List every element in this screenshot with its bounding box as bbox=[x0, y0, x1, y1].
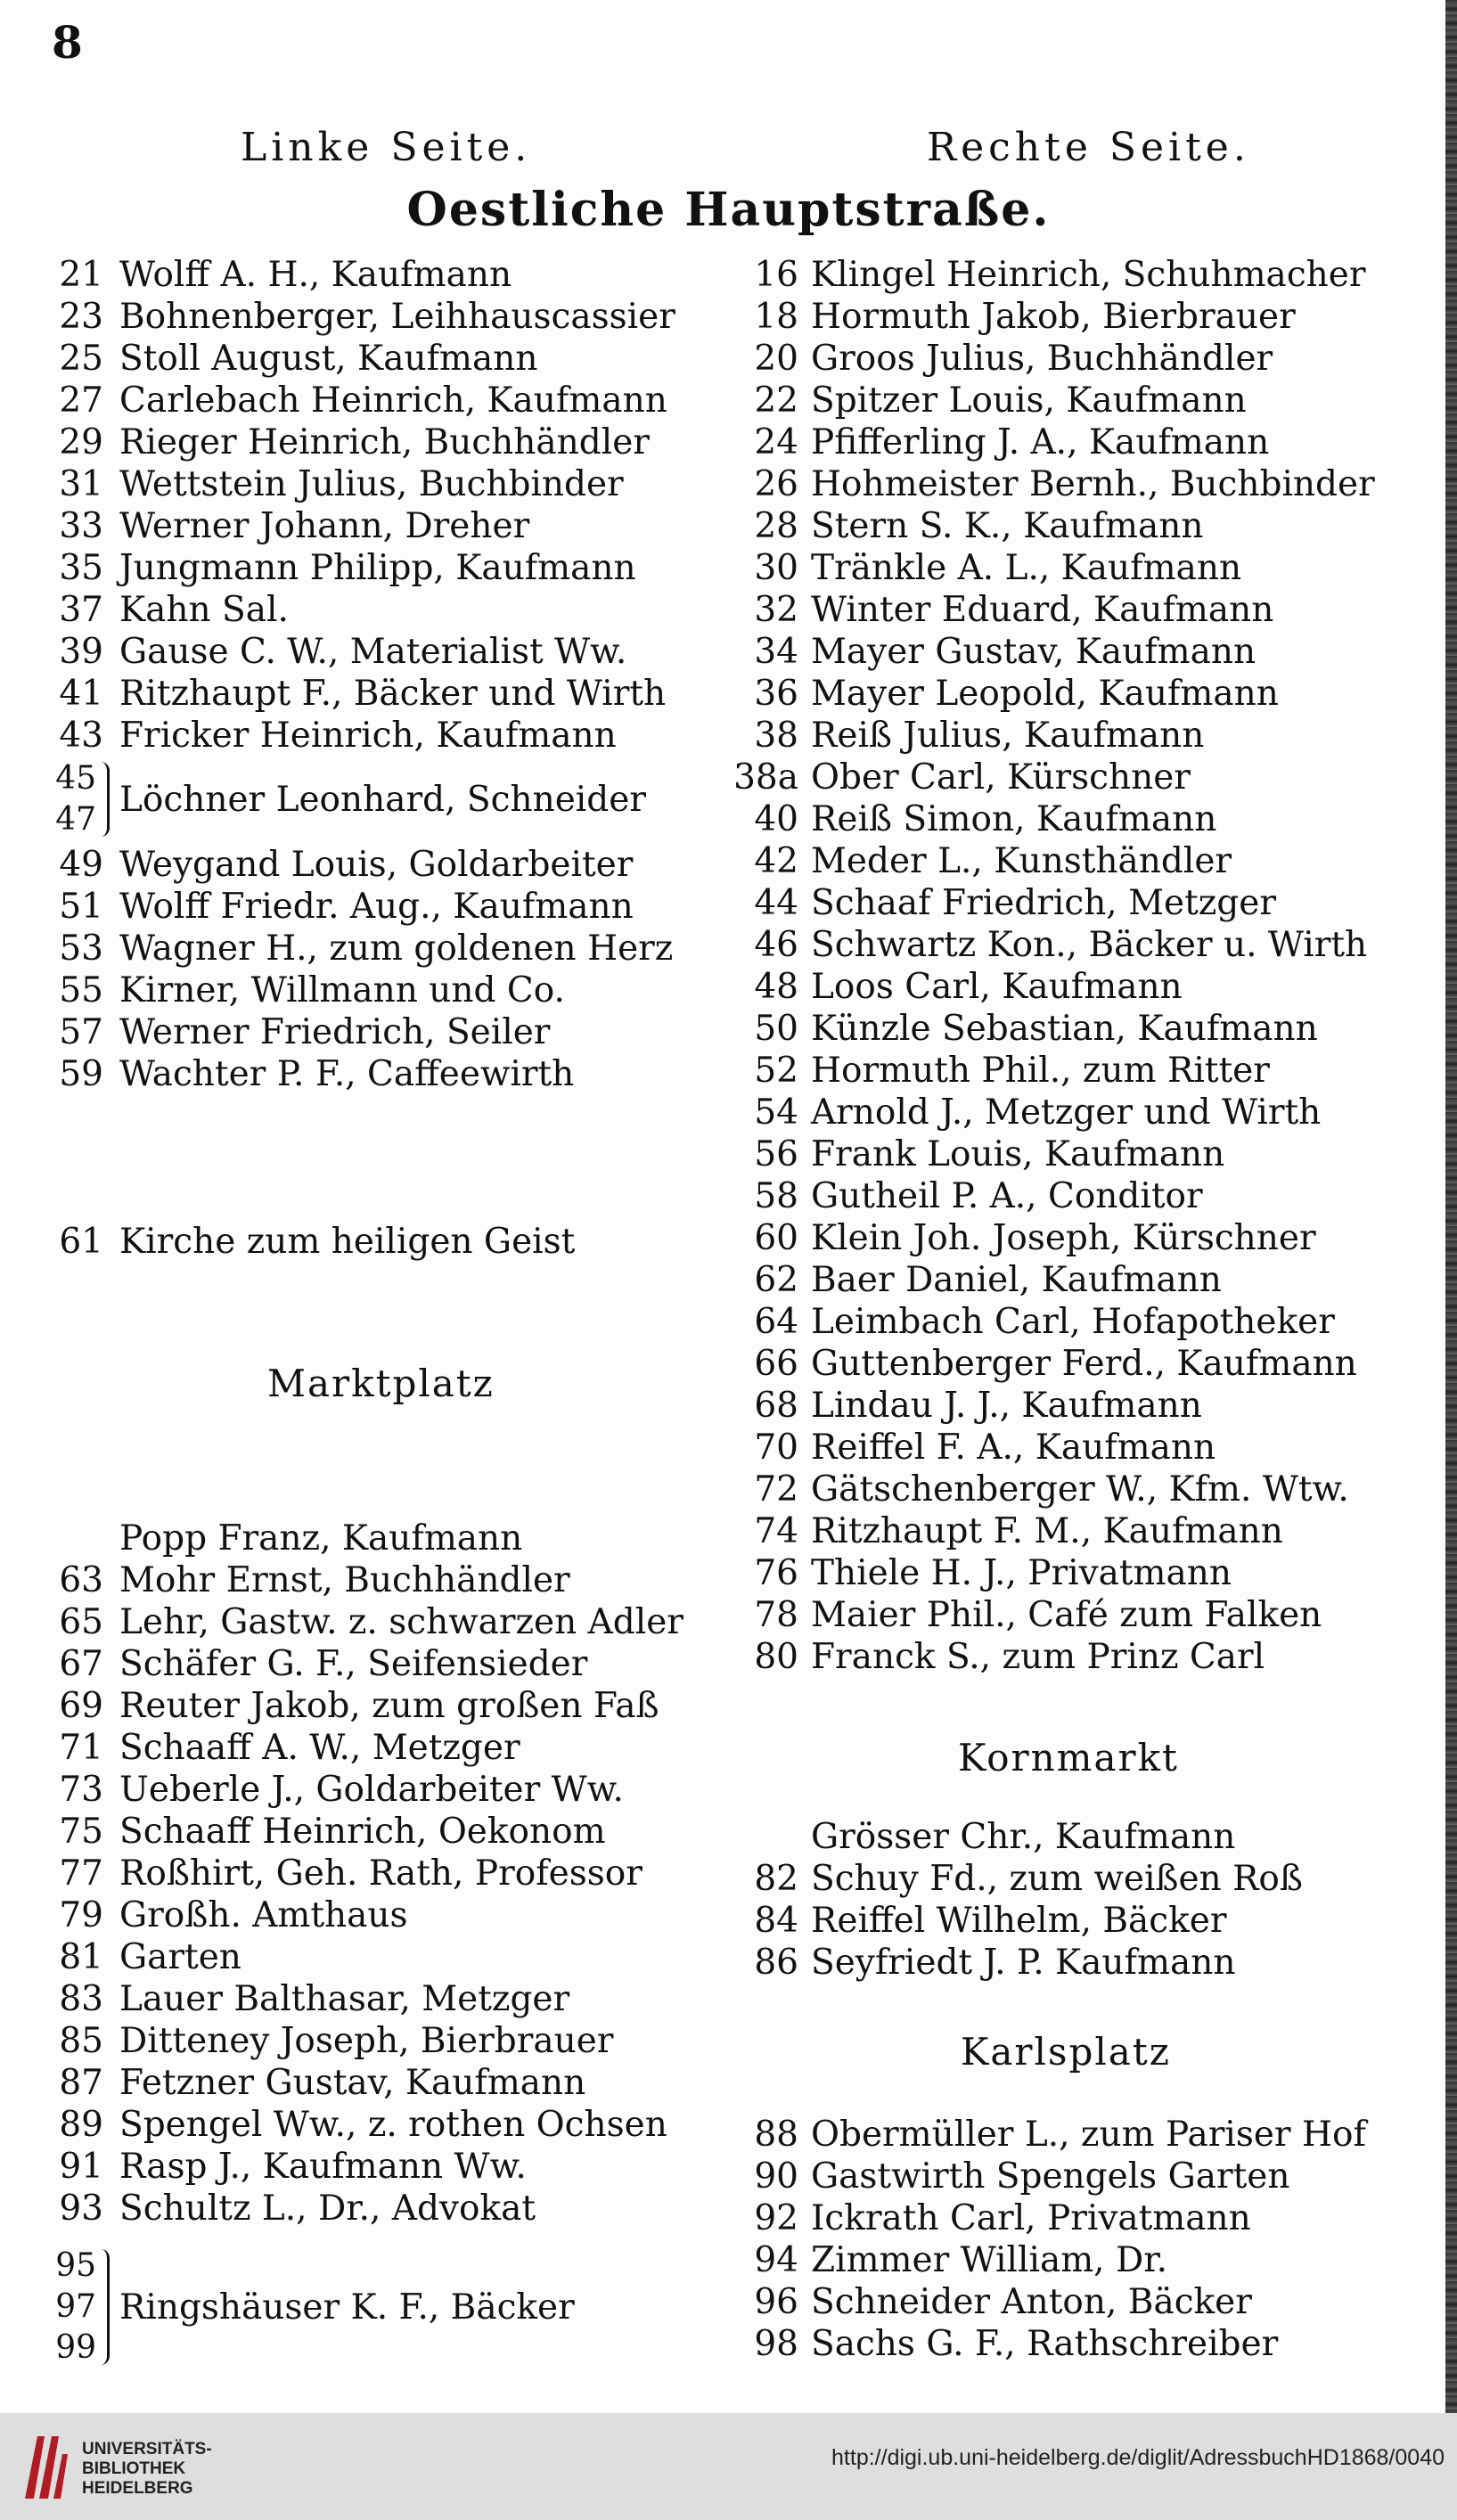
left-entry bbox=[25, 1518, 522, 1559]
left-entry bbox=[25, 1053, 574, 1095]
house-number: 54 bbox=[754, 1092, 798, 1133]
resident-name: Tränkle A. L., Kaufmann bbox=[811, 548, 1242, 588]
house-number: 69 bbox=[59, 1686, 103, 1726]
house-number: 18 bbox=[754, 297, 798, 337]
marktplatz-heading: Marktplatz bbox=[267, 1362, 495, 1405]
brace-icon bbox=[100, 762, 110, 837]
house-number: 95 bbox=[55, 2247, 96, 2284]
page-number: 8 bbox=[52, 16, 83, 69]
right-entry bbox=[695, 757, 1191, 798]
house-number: 56 bbox=[754, 1134, 798, 1174]
resident-name: Schneider Anton, Bäcker bbox=[811, 2282, 1252, 2322]
right-entry bbox=[695, 1636, 1265, 1678]
house-number: 51 bbox=[59, 887, 103, 927]
resident-name: Reiß Julius, Kaufmann bbox=[811, 716, 1205, 756]
resident-name: Werner Johann, Dreher bbox=[119, 506, 530, 546]
right-entry bbox=[695, 798, 1216, 840]
resident-name: Gätschenberger W., Kfm. Wtw. bbox=[811, 1469, 1349, 1510]
right-entry bbox=[695, 421, 1269, 463]
right-entry bbox=[695, 296, 1296, 338]
house-number: 67 bbox=[59, 1644, 103, 1684]
house-number: 20 bbox=[754, 339, 798, 379]
left-entry bbox=[25, 2062, 585, 2104]
right-entry bbox=[695, 2323, 1278, 2365]
house-number: 42 bbox=[754, 841, 798, 881]
left-entry bbox=[25, 2020, 613, 2062]
resident-name: Mohr Ernst, Buchhändler bbox=[119, 1560, 570, 1600]
house-number: 99 bbox=[55, 2329, 96, 2366]
resident-name: Frank Louis, Kaufmann bbox=[811, 1134, 1225, 1174]
house-number: 73 bbox=[59, 1770, 103, 1810]
house-number: 81 bbox=[59, 1937, 103, 1977]
house-number: 76 bbox=[754, 1553, 798, 1593]
resident-name: Ober Carl, Kürschner bbox=[811, 757, 1191, 798]
resident-name: Schultz L., Dr., Advokat bbox=[119, 2189, 536, 2229]
right-entry bbox=[695, 1343, 1357, 1385]
left-entry bbox=[25, 2104, 667, 2146]
kornmarkt-heading: Kornmarkt bbox=[958, 1736, 1179, 1780]
right-entry bbox=[695, 715, 1204, 757]
resident-name: Wettstein Julius, Buchbinder bbox=[119, 464, 624, 504]
resident-name: Rieger Heinrich, Buchhändler bbox=[119, 422, 650, 462]
resident-name: Fricker Heinrich, Kaufmann bbox=[119, 716, 617, 756]
house-number: 60 bbox=[754, 1218, 798, 1258]
house-number: 91 bbox=[59, 2147, 103, 2187]
house-number: 48 bbox=[754, 967, 798, 1007]
left-entry bbox=[25, 547, 636, 589]
right-entry bbox=[695, 1133, 1224, 1175]
resident-name: Thiele H. J., Privatmann bbox=[811, 1553, 1232, 1593]
house-number: 74 bbox=[754, 1511, 798, 1551]
resident-name: Hormuth Phil., zum Ritter bbox=[811, 1051, 1270, 1091]
house-number: 58 bbox=[754, 1176, 798, 1216]
house-number: 98 bbox=[754, 2324, 798, 2364]
right-entry bbox=[695, 840, 1232, 882]
resident-name: Gause C. W., Materialist Ww. bbox=[119, 632, 627, 672]
right-entry bbox=[695, 1301, 1335, 1343]
resident-name: Ritzhaupt F., Bäcker und Wirth bbox=[119, 674, 667, 714]
resident-name: Ickrath Carl, Privatmann bbox=[811, 2198, 1251, 2238]
resident-name: Lindau J. J., Kaufmann bbox=[811, 1386, 1202, 1426]
left-entry bbox=[25, 844, 633, 886]
left-entry bbox=[25, 1559, 570, 1601]
house-number: 16 bbox=[754, 255, 798, 295]
right-entry bbox=[695, 1008, 1318, 1050]
brace-icon bbox=[100, 2249, 110, 2365]
library-name-line-2: BIBLIOTHEK bbox=[82, 2459, 186, 2478]
resident-name: Maier Phil., Café zum Falken bbox=[811, 1595, 1322, 1635]
resident-name: Gastwirth Spengels Garten bbox=[811, 2156, 1290, 2197]
left-entry bbox=[25, 1221, 575, 1263]
house-number: 28 bbox=[754, 506, 798, 546]
house-number: 63 bbox=[59, 1560, 103, 1600]
grouped-house-numbers bbox=[25, 758, 96, 840]
resident-name: Kirner, Willmann und Co. bbox=[119, 970, 565, 1010]
house-number: 22 bbox=[754, 380, 798, 421]
house-number: 39 bbox=[59, 632, 103, 672]
house-number: 93 bbox=[59, 2189, 103, 2229]
resident-name: Garten bbox=[119, 1937, 241, 1977]
house-number: 62 bbox=[754, 1260, 798, 1300]
resident-name: Lauer Balthasar, Metzger bbox=[119, 1979, 570, 2019]
house-number: 82 bbox=[754, 1859, 798, 1899]
house-number: 33 bbox=[59, 506, 103, 546]
right-entry bbox=[695, 924, 1367, 966]
right-entry bbox=[695, 2114, 1366, 2156]
resident-name: Werner Friedrich, Seiler bbox=[119, 1012, 551, 1052]
house-number: 83 bbox=[59, 1979, 103, 2019]
right-entry bbox=[695, 1427, 1216, 1469]
resident-name: Groos Julius, Buchhändler bbox=[811, 339, 1273, 379]
house-number: 32 bbox=[754, 590, 798, 630]
resident-name: Klein Joh. Joseph, Kürschner bbox=[811, 1218, 1316, 1258]
resident-name: Stoll August, Kaufmann bbox=[119, 339, 538, 379]
house-number: 92 bbox=[754, 2198, 798, 2238]
left-entry bbox=[25, 886, 634, 928]
house-number: 44 bbox=[754, 883, 798, 923]
house-number: 79 bbox=[59, 1895, 103, 1935]
right-entry bbox=[695, 1552, 1232, 1594]
house-number: 52 bbox=[754, 1051, 798, 1091]
right-entry bbox=[695, 463, 1375, 505]
right-entry bbox=[695, 1942, 1235, 1984]
library-logo-icon bbox=[18, 2427, 71, 2508]
house-number: 68 bbox=[754, 1386, 798, 1426]
left-entry bbox=[25, 505, 529, 547]
resident-name: Leimbach Carl, Hofapotheker bbox=[811, 1302, 1335, 1342]
resident-name: Kirche zum heiligen Geist bbox=[119, 1222, 576, 1262]
right-entry bbox=[695, 2281, 1252, 2323]
resident-name: Stern S. K., Kaufmann bbox=[811, 506, 1204, 546]
resident-name: Schuy Fd., zum weißen Roß bbox=[811, 1859, 1303, 1899]
resident-name: Hormuth Jakob, Bierbrauer bbox=[811, 297, 1296, 337]
resident-name: Spitzer Louis, Kaufmann bbox=[811, 380, 1247, 421]
right-entry bbox=[695, 966, 1183, 1008]
house-number: 45 bbox=[55, 760, 96, 797]
house-number: 53 bbox=[59, 929, 103, 969]
right-entry bbox=[695, 631, 1256, 673]
resident-name: Hohmeister Bernh., Buchbinder bbox=[811, 464, 1375, 504]
right-entry bbox=[695, 1092, 1321, 1133]
left-side-header: Linke Seite. bbox=[241, 125, 532, 170]
right-entry bbox=[695, 254, 1366, 296]
resident-name: Kahn Sal. bbox=[119, 590, 289, 630]
resident-name: Gutheil P. A., Conditor bbox=[811, 1176, 1203, 1216]
right-entry bbox=[695, 1469, 1349, 1510]
left-entry bbox=[25, 1853, 643, 1894]
karlsplatz-heading: Karlsplatz bbox=[961, 2030, 1171, 2074]
house-number: 75 bbox=[59, 1812, 103, 1852]
house-number: 34 bbox=[754, 632, 798, 672]
left-entry bbox=[25, 589, 289, 631]
house-number: 90 bbox=[754, 2156, 798, 2197]
resident-name: Wagner H., zum goldenen Herz bbox=[119, 929, 674, 969]
house-number: 25 bbox=[59, 339, 103, 379]
grouped-house-numbers bbox=[25, 2246, 96, 2369]
left-entry bbox=[25, 421, 650, 463]
left-entry bbox=[25, 2146, 527, 2188]
house-number: 38 bbox=[754, 716, 798, 756]
house-number: 96 bbox=[754, 2282, 798, 2322]
resident-name: Weygand Louis, Goldarbeiter bbox=[119, 845, 634, 885]
right-entry bbox=[695, 1816, 1235, 1858]
resident-name: Schwartz Kon., Bäcker u. Wirth bbox=[811, 925, 1368, 965]
right-entry bbox=[695, 1385, 1202, 1427]
resident-name: Carlebach Heinrich, Kaufmann bbox=[119, 380, 667, 421]
left-entry bbox=[25, 296, 675, 338]
house-number: 30 bbox=[754, 548, 798, 588]
house-number: 66 bbox=[754, 1344, 798, 1384]
left-entry bbox=[25, 928, 673, 970]
resident-name: Rasp J., Kaufmann Ww. bbox=[119, 2147, 527, 2187]
left-entry bbox=[25, 1936, 241, 1978]
house-number: 36 bbox=[754, 674, 798, 714]
house-number: 31 bbox=[59, 464, 103, 504]
right-entry bbox=[695, 882, 1276, 924]
left-entry bbox=[25, 631, 626, 673]
house-number: 47 bbox=[55, 801, 96, 838]
house-number: 85 bbox=[59, 2021, 103, 2061]
house-number: 64 bbox=[754, 1302, 798, 1342]
house-number: 61 bbox=[59, 1222, 103, 1262]
resident-name: Jungmann Philipp, Kaufmann bbox=[119, 548, 636, 588]
resident-name: Schaaff A. W., Metzger bbox=[119, 1728, 520, 1768]
house-number: 86 bbox=[754, 1943, 798, 1983]
left-entry bbox=[25, 380, 667, 421]
house-number: 46 bbox=[754, 925, 798, 965]
house-number: 88 bbox=[754, 2115, 798, 2155]
right-entry bbox=[695, 2197, 1251, 2239]
right-entry bbox=[695, 1217, 1316, 1259]
right-entry bbox=[695, 2239, 1167, 2281]
resident-name: Lehr, Gastw. z. schwarzen Adler bbox=[119, 1602, 683, 1642]
resident-name: Roßhirt, Geh. Rath, Professor bbox=[119, 1853, 643, 1894]
resident-name: Wachter P. F., Caffeewirth bbox=[119, 1054, 575, 1094]
house-number: 43 bbox=[59, 716, 103, 756]
resident-name: Ritzhaupt F. M., Kaufmann bbox=[811, 1511, 1283, 1551]
house-number: 97 bbox=[55, 2288, 96, 2325]
resident-name: Ueberle J., Goldarbeiter Ww. bbox=[119, 1770, 624, 1810]
resident-name: Wolff Friedr. Aug., Kaufmann bbox=[119, 887, 634, 927]
house-number: 59 bbox=[59, 1054, 103, 1094]
right-entry bbox=[695, 673, 1279, 715]
resident-name: Sachs G. F., Rathschreiber bbox=[811, 2324, 1279, 2364]
house-number: 29 bbox=[59, 422, 103, 462]
right-entry bbox=[695, 2156, 1290, 2197]
left-entry bbox=[25, 1769, 624, 1811]
resident-name: Reiß Simon, Kaufmann bbox=[811, 799, 1217, 839]
resident-name: Seyfriedt J. P. Kaufmann bbox=[811, 1943, 1236, 1983]
right-entry bbox=[695, 1858, 1303, 1900]
house-number: 26 bbox=[754, 464, 798, 504]
right-entry bbox=[695, 1175, 1203, 1217]
house-number: 80 bbox=[754, 1637, 798, 1677]
resident-name: Schaaf Friedrich, Metzger bbox=[811, 883, 1277, 923]
right-entry bbox=[695, 505, 1203, 547]
resident-name: Zimmer William, Dr. bbox=[811, 2240, 1167, 2280]
resident-name: Reiffel F. A., Kaufmann bbox=[811, 1428, 1216, 1468]
house-number: 35 bbox=[59, 548, 103, 588]
house-number: 21 bbox=[59, 255, 103, 295]
resident-name: Reuter Jakob, zum großen Faß bbox=[119, 1686, 659, 1726]
library-name-line-1: UNIVERSITÄTS- bbox=[82, 2440, 212, 2459]
resident-name: Mayer Leopold, Kaufmann bbox=[811, 674, 1279, 714]
resident-name: Schäfer G. F., Seifensieder bbox=[119, 1644, 588, 1684]
resident-name: Klingel Heinrich, Schuhmacher bbox=[811, 255, 1366, 295]
resident-name: Guttenberger Ferd., Kaufmann bbox=[811, 1344, 1357, 1384]
resident-name: Baer Daniel, Kaufmann bbox=[811, 1260, 1222, 1300]
house-number: 50 bbox=[754, 1009, 798, 1049]
resident-name: Ringshäuser K. F., Bäcker bbox=[119, 2287, 575, 2328]
left-entry bbox=[25, 1685, 659, 1727]
left-entry bbox=[25, 2188, 536, 2230]
resident-name: Fetzner Gustav, Kaufmann bbox=[119, 2063, 586, 2103]
house-number: 78 bbox=[754, 1595, 798, 1635]
right-entry bbox=[695, 380, 1247, 421]
house-number: 70 bbox=[754, 1428, 798, 1468]
resident-name: Mayer Gustav, Kaufmann bbox=[811, 632, 1256, 672]
resident-name: Pfifferling J. A., Kaufmann bbox=[811, 422, 1270, 462]
right-entry bbox=[695, 338, 1273, 380]
left-entry bbox=[25, 1601, 683, 1643]
house-number: 84 bbox=[754, 1901, 798, 1941]
resident-name: Schaaff Heinrich, Oekonom bbox=[119, 1812, 606, 1852]
left-entry bbox=[25, 463, 624, 505]
right-entry bbox=[695, 1510, 1283, 1552]
resident-name: Popp Franz, Kaufmann bbox=[119, 1518, 523, 1559]
right-entry bbox=[695, 1050, 1270, 1092]
house-number: 23 bbox=[59, 297, 103, 337]
right-entry bbox=[695, 1594, 1322, 1636]
house-number: 87 bbox=[59, 2063, 103, 2103]
library-name-line-3: HEIDELBERG bbox=[82, 2479, 193, 2498]
right-entry bbox=[695, 1259, 1222, 1301]
right-entry bbox=[695, 1900, 1226, 1942]
right-entry bbox=[695, 547, 1241, 589]
house-number: 77 bbox=[59, 1853, 103, 1894]
resident-name: Reiffel Wilhelm, Bäcker bbox=[811, 1901, 1227, 1941]
left-entry bbox=[25, 970, 565, 1011]
resident-name: Obermüller L., zum Pariser Hof bbox=[811, 2115, 1366, 2155]
house-number: 55 bbox=[59, 970, 103, 1010]
resident-name: Ditteney Joseph, Bierbrauer bbox=[119, 2021, 614, 2061]
page-edge-rule bbox=[1445, 0, 1457, 2413]
source-url-link[interactable]: http://digi.ub.uni-heidelberg.de/diglit/AdressbuchHD1868/0040 bbox=[831, 2445, 1445, 2470]
left-entry bbox=[25, 254, 512, 296]
left-entry bbox=[25, 1727, 520, 1769]
resident-name: Wolff A. H., Kaufmann bbox=[119, 255, 512, 295]
street-title: Oestliche Hauptstraße. bbox=[406, 183, 1051, 237]
left-entry bbox=[25, 1811, 606, 1853]
resident-name: Bohnenberger, Leihhauscassier bbox=[119, 297, 675, 337]
resident-name: Franck S., zum Prinz Carl bbox=[811, 1637, 1265, 1677]
house-number: 89 bbox=[59, 2105, 103, 2145]
resident-name: Großh. Amthaus bbox=[119, 1895, 408, 1935]
house-number: 40 bbox=[754, 799, 798, 839]
right-side-header: Rechte Seite. bbox=[927, 125, 1250, 170]
left-entry bbox=[25, 1643, 587, 1685]
house-number: 71 bbox=[59, 1728, 103, 1768]
resident-name: Winter Eduard, Kaufmann bbox=[811, 590, 1274, 630]
resident-name: Künzle Sebastian, Kaufmann bbox=[811, 1009, 1318, 1049]
house-number: 65 bbox=[59, 1602, 103, 1642]
resident-name: Grösser Chr., Kaufmann bbox=[811, 1817, 1236, 1857]
house-number: 49 bbox=[59, 845, 103, 885]
resident-name: Arnold J., Metzger und Wirth bbox=[811, 1092, 1322, 1133]
house-number: 37 bbox=[59, 590, 103, 630]
left-entry bbox=[25, 1978, 569, 2020]
house-number: 27 bbox=[59, 380, 103, 421]
house-number: 94 bbox=[754, 2240, 798, 2280]
resident-name: Löchner Leonhard, Schneider bbox=[119, 779, 646, 820]
left-entry bbox=[25, 1894, 408, 1936]
left-entry bbox=[25, 715, 617, 757]
resident-name: Loos Carl, Kaufmann bbox=[811, 967, 1183, 1007]
resident-name: Meder L., Kunsthändler bbox=[811, 841, 1232, 881]
left-entry bbox=[25, 673, 666, 715]
resident-name: Spengel Ww., z. rothen Ochsen bbox=[119, 2105, 667, 2145]
left-entry bbox=[25, 338, 537, 380]
house-number: 41 bbox=[59, 674, 103, 714]
house-number: 24 bbox=[754, 422, 798, 462]
house-number: 38a bbox=[733, 757, 798, 798]
house-number: 57 bbox=[59, 1012, 103, 1052]
right-entry bbox=[695, 589, 1273, 631]
left-entry bbox=[25, 1011, 550, 1053]
house-number: 72 bbox=[754, 1469, 798, 1510]
